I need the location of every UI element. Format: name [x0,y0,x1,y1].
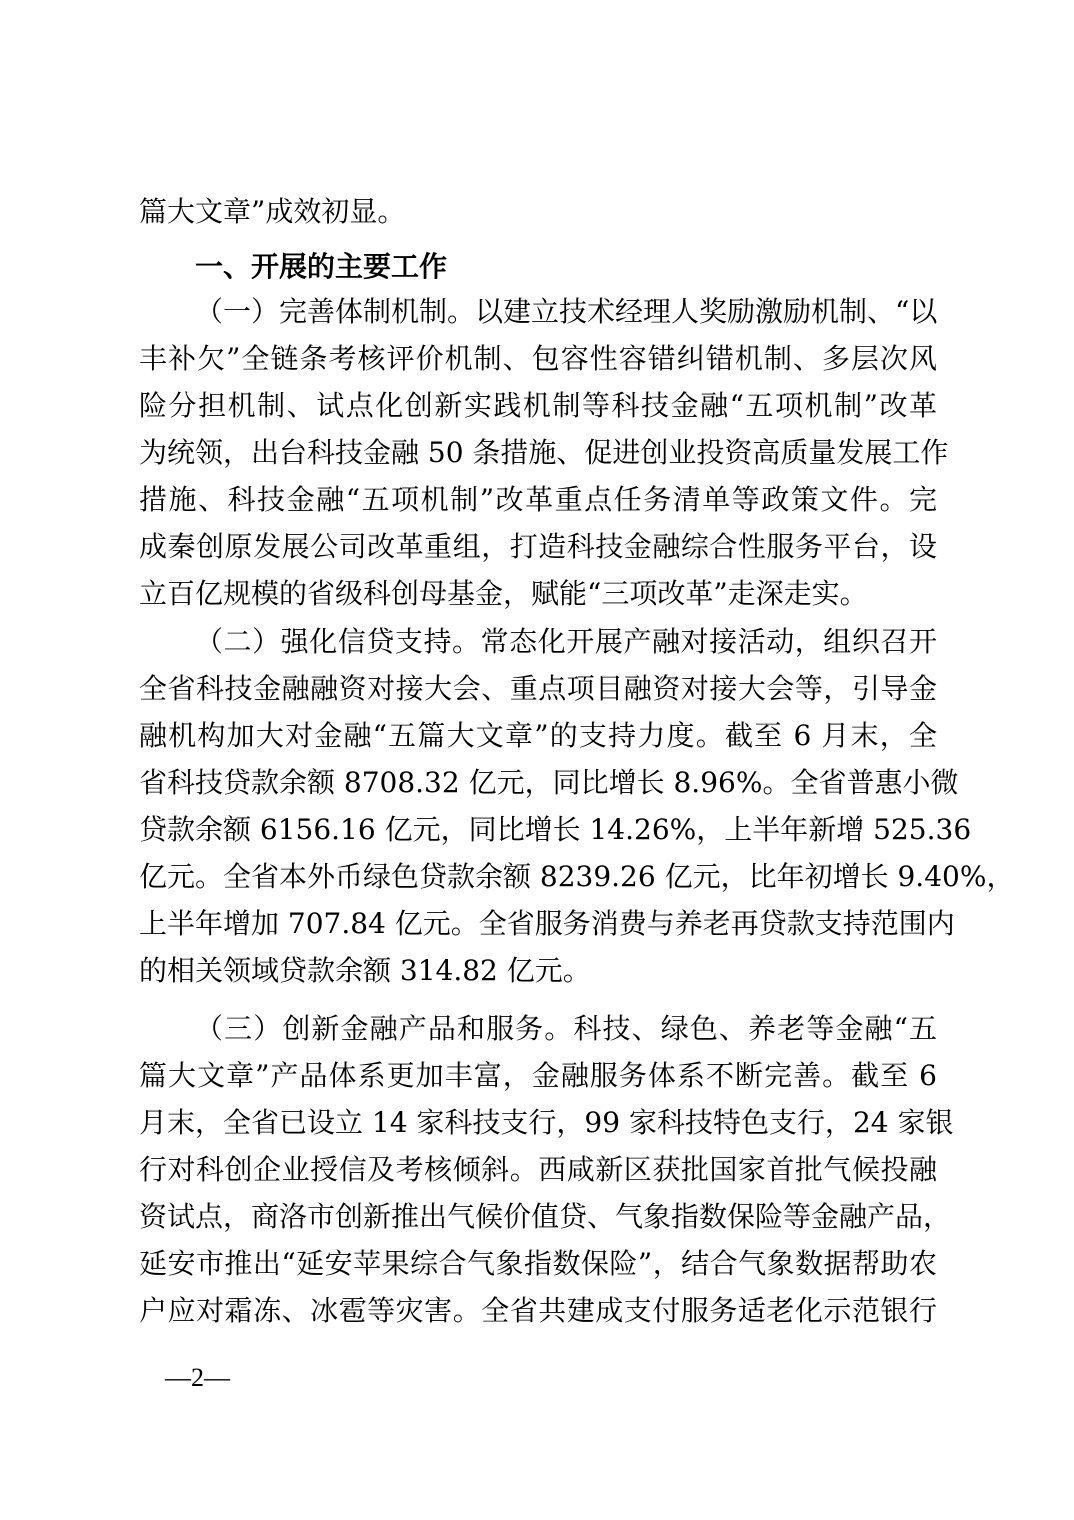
paragraph-line: （二）强化信贷支持。常态化开展产融对接活动，组织召开 [195,625,937,658]
paragraph-line: 措施、科技金融“五项机制”改革重点任务清单等政策文件。完 [139,483,937,516]
paragraph-line: （一）完善体制机制。以建立技术经理人奖励激励机制、“以 [195,295,938,328]
paragraph-line: 篇大文章”产品体系更加丰富，金融服务体系不断完善。截至 6 [139,1059,937,1092]
paragraph-line: 成秦创原发展公司改革重组，打造科技金融综合性服务平台，设 [139,530,937,563]
paragraph-line: 篇大文章”成效初显。 [139,195,406,228]
paragraph-line: 为统领，出台科技金融 50 条措施、促进创业投资高质量发展工作 [139,436,949,469]
paragraph-line: 上半年增加 707.84 亿元。全省服务消费与养老再贷款支持范围内 [139,907,955,940]
section-heading: 一、开展的主要工作 [195,250,448,283]
paragraph-line: 资试点，商洛市创新推出气候价值贷、气象指数保险等金融产品， [139,1200,952,1233]
paragraph-line: 险分担机制、试点化创新实践机制等科技金融“五项机制”改革 [139,389,937,422]
paragraph-line: 省科技贷款余额 8708.32 亿元，同比增长 8.96%。全省普惠小微 [139,766,959,799]
page-number: —2— [165,1363,230,1392]
paragraph-line: 融机构加大对金融“五篇大文章”的支持力度。截至 6 月末，全 [139,719,937,752]
paragraph-line: 的相关领域贷款余额 314.82 亿元。 [139,954,591,987]
paragraph-line: 全省科技金融融资对接大会、重点项目融资对接大会等，引导金 [139,672,937,705]
paragraph-line: 月末，全省已设立 14 家科技支行，99 家科技特色支行，24 家银 [139,1106,954,1139]
paragraph-line: 延安市推出“延安苹果综合气象指数保险”，结合气象数据帮助农 [139,1247,937,1280]
paragraph-line: 贷款余额 6156.16 亿元，同比增长 14.26%，上半年新增 525.36 [139,813,972,846]
paragraph-line: 行对科创企业授信及考核倾斜。西咸新区获批国家首批气候投融 [139,1153,937,1186]
paragraph-line: 亿元。全省本外币绿色贷款余额 8239.26 亿元，比年初增长 9.40%， [139,860,1015,893]
paragraph-line: 丰补欠”全链条考核评价机制、包容性容错纠错机制、多层次风 [139,342,937,375]
paragraph-line: （三）创新金融产品和服务。科技、绿色、养老等金融“五 [195,1012,937,1045]
paragraph-line: 户应对霜冻、冰雹等灾害。全省共建成支付服务适老化示范银行 [139,1294,937,1327]
paragraph-line: 立百亿规模的省级科创母基金，赋能“三项改革”走深走实。 [139,577,868,610]
